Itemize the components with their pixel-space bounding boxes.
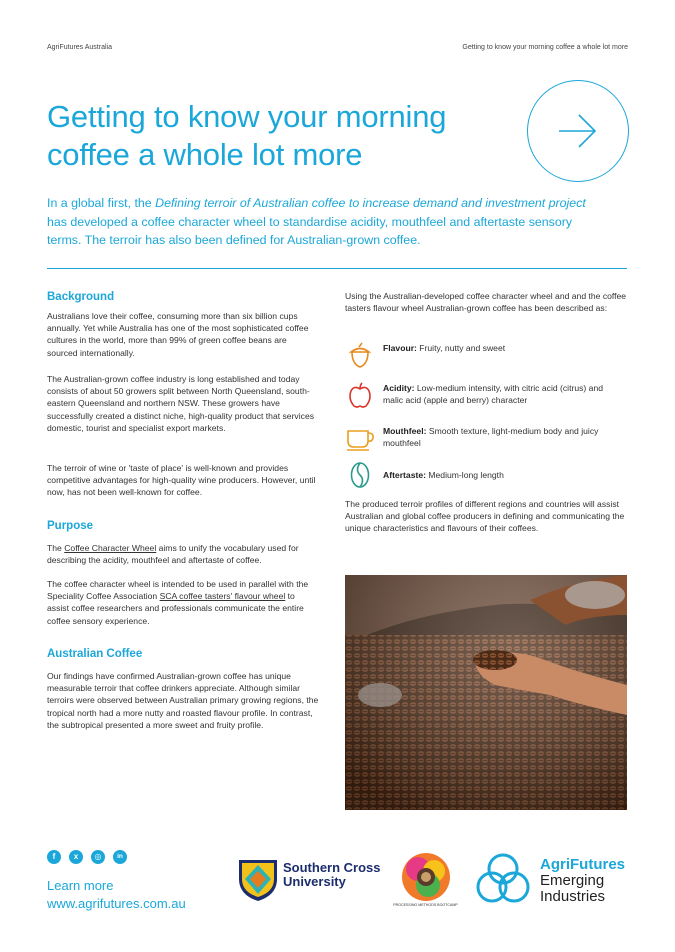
intro-project-name: Defining terroir of Australian coffee to increase demand and investment project <box>155 196 586 210</box>
intro-post: has developed a coffee character wheel to standardise acidity, mouthfeel and aftertaste sensory terms. The terroir has also been defined for Australian-grown coffee. <box>47 214 573 248</box>
australian-coffee-paragraph: Our findings have confirmed Australian-grown coffee has unique measurable terroir that coffee drinkers appreciate. Although similar terroirs were observed between Australian primary growing regions, the tropical north had a more nutty and roasted flavour profile. In contrast, the subtropical presented a more sweet and fruity profile. <box>47 671 319 730</box>
purpose-paragraph-2 <box>47 578 319 627</box>
linkedin-icon[interactable]: in <box>113 850 127 864</box>
section-divider <box>47 268 627 269</box>
apple-icon <box>345 380 375 410</box>
background-paragraph-2: The Australian-grown coffee industry is long established and today consists of about 50 growers split between North Queensland, south-eastern Queensland and northern NSW. These growers have successfully created a distinct niche, high-quality product that services domestic, tourist and specialist export markets. <box>47 374 315 433</box>
purpose-p2-pre: The coffee character wheel is intended to be used in parallel with the Speciality Coffee Association <box>47 579 309 602</box>
purpose-p1-post: aims to unify the vocabulary used for describing the acidity, mouthfeel and aftertaste of coffee. <box>47 543 299 566</box>
aftertaste-label: Aftertaste: <box>383 470 426 480</box>
sca-flavour-wheel-link[interactable]: SCA coffee tasters' flavour wheel <box>159 591 286 602</box>
mouthfeel-text: Smooth texture, light-medium body and juicy mouthfeel <box>383 426 599 449</box>
intro-pre: In a global first, the <box>47 196 156 210</box>
australian-coffee-heading: Australian Coffee <box>47 648 143 660</box>
acidity-text: Low-medium intensity, with citric acid (citrus) and malic acid (apple and berry) character <box>383 383 603 406</box>
intro-paragraph <box>47 194 607 250</box>
aftertaste-text: Medium-long length <box>425 470 504 480</box>
profiles-outro: The produced terroir profiles of different regions and countries will assist Australian and global coffee producers in defining and communicating the unique characteristics and flavours of their coffees. <box>345 499 625 534</box>
instagram-icon[interactable]: ◎ <box>91 850 105 864</box>
background-heading: Background <box>47 291 115 303</box>
coffee-bean-icon <box>345 460 375 490</box>
purpose-heading: Purpose <box>47 520 94 532</box>
cup-icon <box>345 423 375 453</box>
profiles-intro: Using the Australian-developed coffee character wheel and and the coffee tasters flavour wheel Australian-grown coffee has been described as: <box>345 291 627 314</box>
learn-more-label: Learn more <box>47 878 114 893</box>
facebook-icon[interactable]: f <box>47 850 61 864</box>
purpose-p2-post: to assist coffee researchers and professionals communicate the entire coffee sensory experience. <box>47 591 304 626</box>
header-doc-title: Getting to know your morning coffee a whole lot more <box>462 44 628 51</box>
background-paragraph-3: The terroir of wine or 'taste of place' is well-known and provides competitive advantages for high-quality wine producers. However, until now, has not been well-known for coffee. <box>47 463 316 498</box>
coffee-character-wheel-link[interactable]: Coffee Character Wheel <box>64 543 157 553</box>
background-paragraph-1: Australians love their coffee, consuming more than six billion cups annually. Yet while Australia has one of the most sophisticated coffee cultures in the world, more than 99% of green coffee beans are sourced internationally. <box>47 311 309 358</box>
bootcamp-logo <box>398 851 454 903</box>
bootcamp-name: PROCESSING METHODS BOOTCAMP <box>393 903 458 907</box>
arrow-right-icon <box>557 112 599 150</box>
profile-aftertaste <box>345 460 627 490</box>
coffee-roasting-photo <box>345 575 627 810</box>
scu-shield-logo <box>237 857 279 903</box>
agrifutures-logo <box>474 853 532 905</box>
arrow-circle <box>527 80 629 182</box>
agrifutures-brand: AgriFutures <box>540 856 626 873</box>
page-title: Getting to know your morning coffee a whole lot more <box>47 99 447 172</box>
x-twitter-icon[interactable]: x <box>69 850 83 864</box>
mouthfeel-label: Mouthfeel: <box>383 426 427 436</box>
scu-name: Southern Cross University <box>283 860 381 889</box>
profile-mouthfeel <box>345 423 627 453</box>
acorn-icon <box>345 340 375 370</box>
header-publisher: AgriFutures Australia <box>47 44 112 51</box>
flavour-label: Flavour: <box>383 343 417 353</box>
purpose-p1-pre: The <box>47 543 65 553</box>
agrifutures-name <box>540 857 640 905</box>
profile-flavour <box>345 340 627 370</box>
flavour-text: Fruity, nutty and sweet <box>416 343 506 353</box>
agrifutures-sub-2: Industries <box>540 888 606 905</box>
acidity-label: Acidity: <box>383 383 415 393</box>
profile-acidity <box>345 380 627 410</box>
website-link[interactable]: www.agrifutures.com.au <box>47 896 186 911</box>
purpose-paragraph-1 <box>47 542 319 566</box>
agrifutures-sub-1: Emerging <box>540 872 605 889</box>
